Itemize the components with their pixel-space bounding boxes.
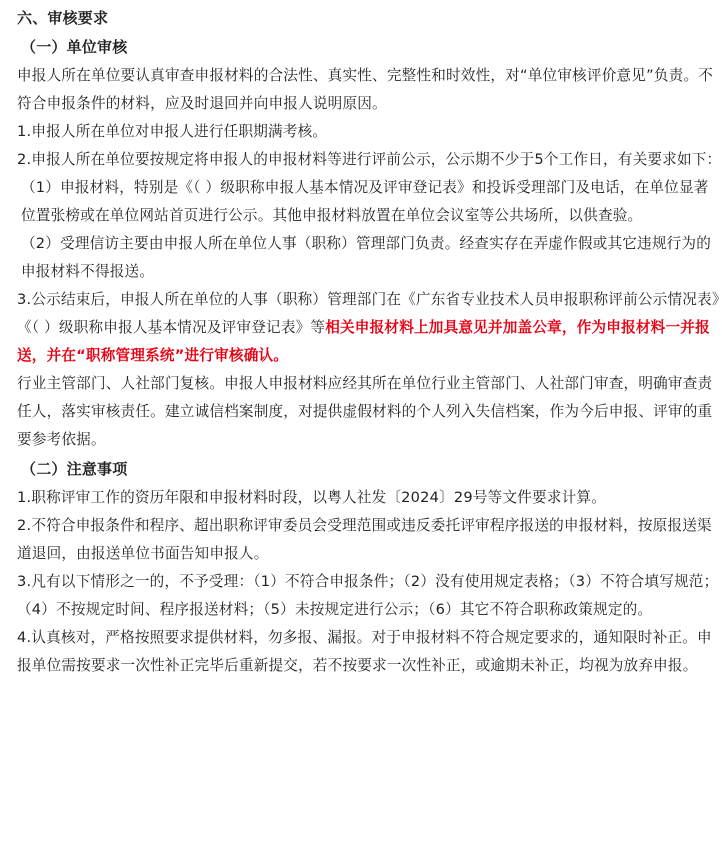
paragraph-item-2: 2.申报人所在单位要按规定将申报人的申报材料等进行评前公示，公示期不少于5个工作日，有关要求如下：: [17, 151, 722, 168]
paragraph-note-1: 1.职称评审工作的资历年限和申报材料时段，以粤人社发〔2024〕29号等文件要求计算。: [17, 489, 607, 506]
paragraph-unit-review-intro: 申报人所在单位要认真审查申报材料的合法性、真实性、完整性和时效性，对“单位审核评价意见”负责。不符合申报条件的材料，应及时退回并向申报人说明原因。: [17, 67, 714, 112]
paragraph-item-2-2: （2）受理信访主要由申报人所在单位人事（职称）管理部门负责。经查实存在弄虚作假或其它违规行为的申报材料不得报送。: [21, 235, 712, 280]
paragraph-item-4: 行业主管部门、人社部门复核。申报人申报材料应经其所在单位行业主管部门、人社部门审查，明确审查责任人，落实审核责任。建立诚信档案制度，对提供虚假材料的个人列入失信档案，作为今后申报、评审的重要参考依据。: [17, 375, 713, 448]
paragraph-note-4: 4.认真核对，严格按照要求提供材料，勿多报、漏报。对于申报材料不符合规定要求的，通知限时补正。申报单位需按要求一次性补正完毕后重新提交，若不按要求一次性补正，或逾期未补正，均视为放弃申报。: [17, 629, 712, 674]
paragraph-item-3: [17, 286, 722, 370]
subsection-title-unit-review: （一）单位审核: [21, 38, 128, 56]
item-3-text: 3.公示结束后，申报人所在单位的人事（职称）管理部门在《广东省专业技术人员申报职称评前公示情况表》《（ ）级职称申报人基本情况及评审登记表》等: [17, 291, 720, 336]
item-3-highlight: 相关申报材料上加具意见并加盖公章，作为申报材料一并报送，并在“职称管理系统”进行审核确认。: [17, 319, 710, 364]
paragraph-note-2: 2.不符合申报条件和程序、超出职称评审委员会受理范围或违反委托评审程序报送的申报材料，按原报送渠道退回，由报送单位书面告知申报人。: [17, 517, 712, 562]
paragraph-item-1: 1.申报人所在单位对申报人进行任职期满考核。: [17, 123, 328, 140]
section-title: 六、审核要求: [17, 9, 109, 27]
subsection-title-notes: （二）注意事项: [21, 460, 128, 478]
paragraph-note-3: 3.凡有以下情形之一的，不予受理：（1）不符合申报条件；（2）没有使用规定表格；（3）不符合填写规范；（4）不按规定时间、程序报送材料；（5）未按规定进行公示；（6）其它不符合职称政策规定的。: [17, 573, 719, 618]
paragraph-item-2-1: （1）申报材料，特别是《（ ）级职称申报人基本情况及评审登记表》和投诉受理部门及电话，在单位显著位置张榜或在单位网站首页进行公示。其他申报材料放置在单位会议室等公共场所，以供查验。: [21, 179, 709, 224]
